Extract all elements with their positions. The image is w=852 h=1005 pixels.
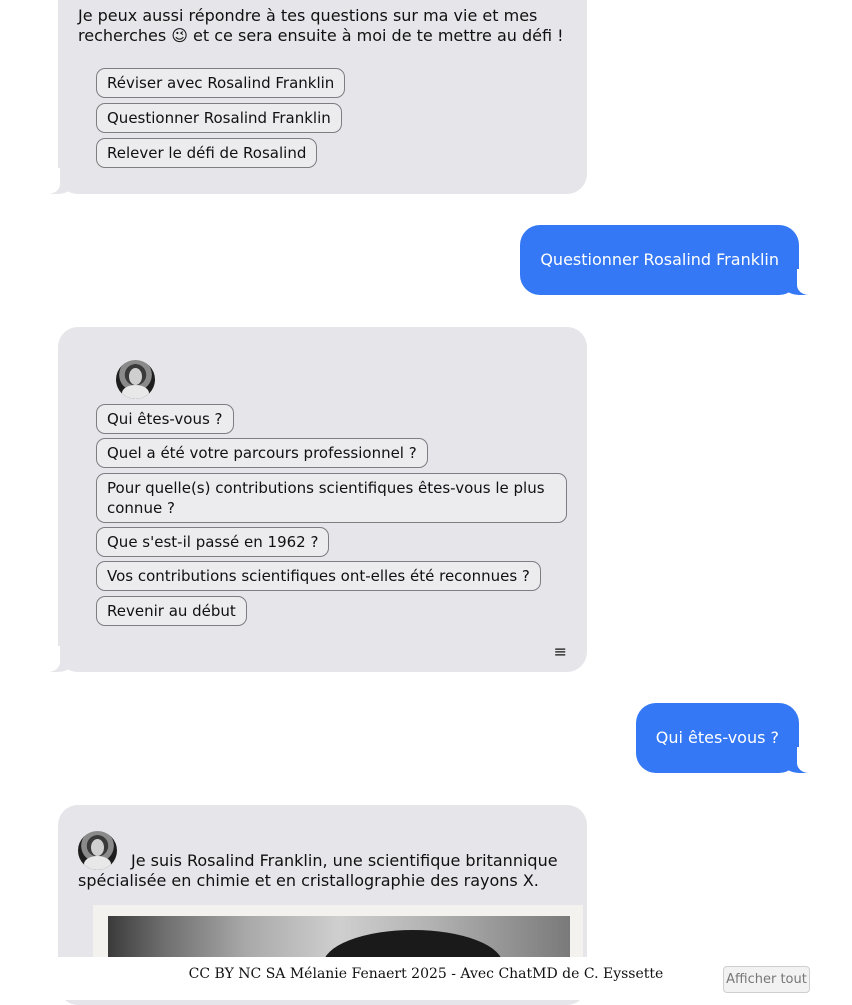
rosalind-avatar [116, 360, 155, 399]
option-reviser-button[interactable]: Réviser avec Rosalind Franklin [96, 68, 345, 98]
wink-emoji-icon: 😉 [171, 26, 188, 45]
question-reconnues-button[interactable]: Vos contributions scientifiques ont-elles été reconnues ? [96, 561, 541, 591]
bubble-tail [40, 646, 76, 672]
menu-icon[interactable]: ≡ [553, 642, 567, 661]
question-qui-button[interactable]: Qui êtes-vous ? [96, 404, 234, 434]
intro-line-1: Je peux aussi répondre à tes questions sur ma vie et mes [78, 6, 538, 25]
bubble-tail [781, 747, 817, 773]
footer [0, 957, 852, 1000]
bot-message-intro [58, 0, 587, 194]
user-message-text: Qui êtes-vous ? [655, 728, 779, 747]
footer-credit: CC BY NC SA Mélanie Fenaert 2025 - Avec ChatMD de C. Eyssette [188, 966, 664, 982]
bubble-tail [40, 168, 76, 194]
back-to-start-button[interactable]: Revenir au début [96, 596, 247, 626]
bubble-tail [781, 269, 817, 295]
bot-message-text [78, 6, 568, 46]
rosalind-photo [93, 905, 583, 965]
show-all-button[interactable]: Afficher tout [723, 966, 810, 993]
question-parcours-button[interactable]: Quel a été votre parcours professionnel ? [96, 438, 428, 468]
user-message [520, 225, 799, 295]
question-1962-button[interactable]: Que s'est-il passé en 1962 ? [96, 527, 329, 557]
option-questionner-button[interactable]: Questionner Rosalind Franklin [96, 103, 342, 133]
option-defi-button[interactable]: Relever le défi de Rosalind [96, 138, 317, 168]
answer-text [78, 851, 568, 891]
user-message-text: Questionner Rosalind Franklin [540, 250, 779, 269]
intro-line-2-start: recherches [78, 26, 172, 45]
intro-line-2-end: et ce sera ensuite à moi de te mettre au défi ! [187, 26, 564, 45]
bot-message-questions [58, 327, 587, 672]
answer-text-content: Je suis Rosalind Franklin, une scientifique britannique spécialisée en chimie et en cristallographie des rayons X. [78, 851, 558, 890]
user-message [636, 703, 799, 773]
question-contributions-button[interactable]: Pour quelle(s) contributions scientifiques êtes-vous le plus connue ? [96, 473, 567, 523]
